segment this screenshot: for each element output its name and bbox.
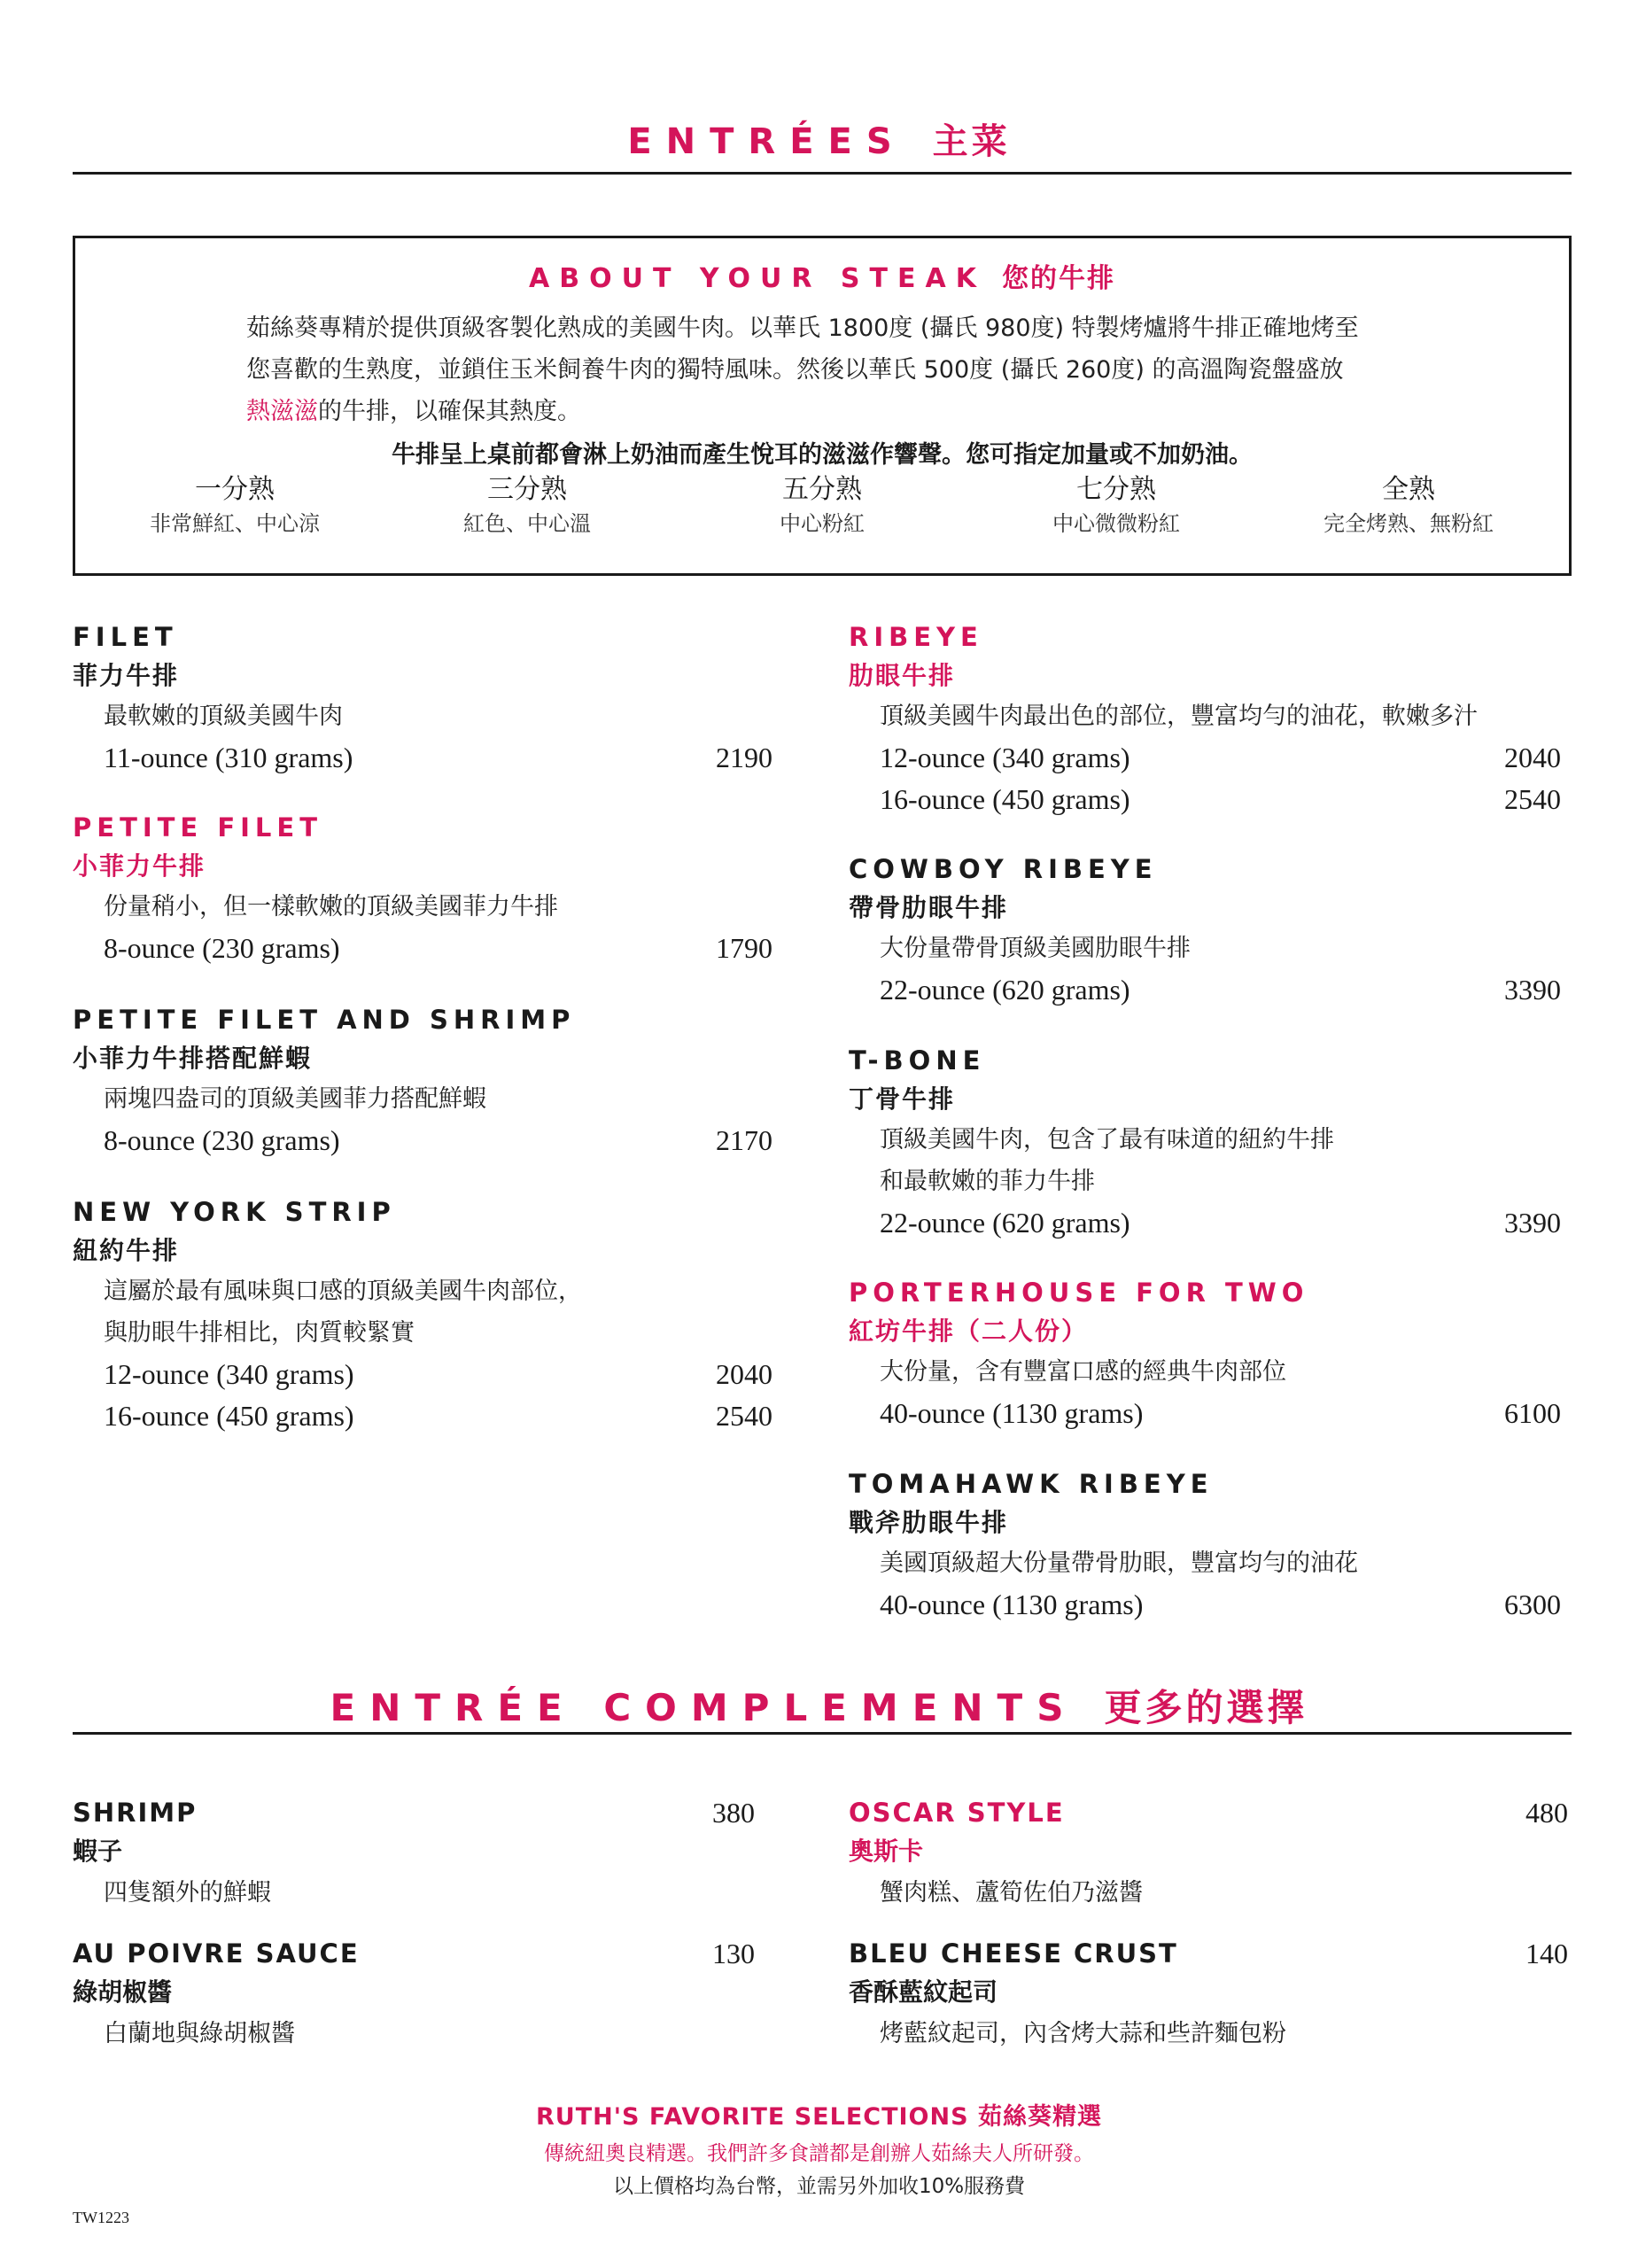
item-size-row (849, 737, 1561, 779)
menu-item-tomahawk (849, 1464, 1561, 1626)
item-desc: 兩塊四盎司的頂級美國菲力搭配鮮蝦 (104, 1085, 486, 1113)
menu-item-petite-filet (73, 808, 772, 969)
item-size: 16-ounce (450 grams) (880, 783, 1130, 815)
about-steak-title (75, 256, 1569, 295)
item-desc: 與肋眼牛排相比，肉質較緊實 (104, 1319, 415, 1347)
item-desc: 大份量，含有豐富口感的經典牛肉部位 (880, 1358, 1286, 1386)
item-size-row (73, 1354, 772, 1395)
item-name-en: NEW YORK STRIP (73, 1197, 396, 1227)
item-price: 2040 (1504, 742, 1561, 773)
item-desc: 最軟嫩的頂級美國牛肉 (104, 703, 343, 730)
item-name-zh: 小菲力牛排搭配鮮蝦 (73, 1044, 313, 1073)
about-line-2: 您喜歡的生熟度，並鎖住玉米飼養牛肉的獨特風味。然後以華氏 500度 (攝氏 260度) 的高溫陶瓷盤盛放 (246, 356, 1344, 384)
doneness-rare (93, 471, 377, 539)
item-name-zh: 帶骨肋眼牛排 (849, 893, 1009, 922)
item-size-row (73, 1120, 772, 1161)
about-line-1: 茹絲葵專精於提供頂級客製化熟成的美國牛肉。以華氏 1800度 (攝氏 980度) 特製烤爐將牛排正確地烤至 (246, 315, 1359, 342)
item-price: 380 (712, 1797, 755, 1829)
item-size-row (73, 1395, 772, 1437)
item-size: 22-ounce (620 grams) (880, 1207, 1130, 1239)
item-price: 2190 (716, 742, 772, 773)
about-steak-box (73, 236, 1572, 576)
doneness-name: 五分熟 (782, 474, 862, 505)
complement-shrimp (73, 1793, 755, 1915)
item-size-row (849, 1393, 1561, 1434)
item-name-zh: 小菲力牛排 (73, 851, 206, 881)
item-desc: 烤藍紋起司，內含烤大蒜和些許麵包粉 (880, 2020, 1286, 2047)
item-price: 3390 (1504, 1207, 1561, 1239)
item-price: 130 (712, 1938, 755, 1969)
item-desc: 份量稍小，但一樣軟嫩的頂級美國菲力牛排 (104, 893, 558, 920)
item-price: 1790 (716, 932, 772, 964)
item-name-zh: 香酥藍紋起司 (849, 1977, 998, 2007)
about-line-3-rest: 的牛排，以確保其熱度。 (318, 398, 581, 425)
item-size-row (849, 969, 1561, 1011)
item-price: 480 (1525, 1797, 1568, 1829)
item-size-row (73, 737, 772, 779)
item-price: 140 (1525, 1938, 1568, 1969)
complements-divider (73, 1732, 1572, 1735)
about-steak-paragraph (246, 307, 1433, 432)
item-price: 2170 (716, 1124, 772, 1156)
item-desc: 四隻額外的鮮蝦 (104, 1879, 271, 1907)
item-desc: 白蘭地與綠胡椒醬 (104, 2020, 295, 2047)
favorite-selections-heading (0, 2097, 1638, 2132)
item-name-zh: 菲力牛排 (73, 661, 180, 690)
doneness-medium-rare (385, 471, 669, 539)
item-desc: 頂級美國牛肉，包含了最有味道的紐約牛排 (880, 1126, 1334, 1153)
doneness-name: 全熟 (1382, 474, 1435, 505)
item-size: 11-ounce (310 grams) (104, 742, 353, 773)
doneness-desc: 完全烤熟、無粉紅 (1324, 511, 1494, 536)
item-name-en: FILET (73, 622, 178, 652)
item-size-row (73, 928, 772, 969)
item-size-row (849, 1584, 1561, 1626)
menu-item-t-bone (849, 1041, 1561, 1244)
complement-oscar-style (849, 1793, 1568, 1915)
about-line-3-highlight: 熱滋滋 (246, 398, 318, 425)
item-name-zh: 蝦子 (73, 1837, 123, 1866)
item-price: 2540 (1504, 783, 1561, 815)
item-price: 2040 (716, 1358, 772, 1390)
doneness-desc: 非常鮮紅、中心涼 (150, 511, 320, 536)
item-price: 6300 (1504, 1588, 1561, 1620)
item-size-row (849, 1202, 1561, 1244)
item-size: 40-ounce (1130 grams) (880, 1588, 1144, 1620)
item-price: 2540 (716, 1400, 772, 1432)
menu-item-porterhouse (849, 1273, 1561, 1434)
doneness-well-done (1267, 471, 1550, 539)
item-price: 6100 (1504, 1397, 1561, 1429)
item-size: 12-ounce (340 grams) (104, 1358, 354, 1390)
about-line-3 (246, 391, 1433, 432)
menu-item-cowboy-ribeye (849, 850, 1561, 1011)
doneness-name: 三分熟 (487, 474, 567, 505)
item-name-en: PORTERHOUSE FOR TWO (849, 1278, 1309, 1308)
price-note: 以上價格均為台幣，並需另外加收10%服務費 (612, 2175, 1026, 2198)
item-desc: 這屬於最有風味與口感的頂級美國牛肉部位， (104, 1278, 582, 1305)
favorite-selections-en: RUTH'S FAVORITE SELECTIONS (536, 2103, 969, 2131)
item-size: 16-ounce (450 grams) (104, 1400, 354, 1432)
complements-title-zh: 更多的選擇 (1104, 1686, 1308, 1729)
item-name-zh: 戰斧肋眼牛排 (849, 1508, 1009, 1537)
complement-bleu-cheese-crust (849, 1934, 1568, 2056)
item-name-en: COWBOY RIBEYE (849, 854, 1158, 884)
complements-title (0, 1679, 1638, 1732)
doneness-desc: 中心微微粉紅 (1052, 511, 1180, 536)
item-name-en: T-BONE (849, 1045, 986, 1076)
item-name-en: BLEU CHEESE CRUST (849, 1938, 1178, 1969)
menu-item-filet (73, 617, 772, 779)
entrees-title (0, 113, 1638, 164)
doneness-name: 七分熟 (1076, 474, 1156, 505)
menu-code: TW1223 (73, 2209, 129, 2226)
item-desc: 和最軟嫩的菲力牛排 (880, 1168, 1095, 1195)
item-name-en: PETITE FILET AND SHRIMP (73, 1005, 576, 1035)
item-size: 22-ounce (620 grams) (880, 974, 1130, 1006)
item-size: 12-ounce (340 grams) (880, 742, 1130, 773)
menu-item-ribeye (849, 617, 1561, 820)
item-name-zh: 奧斯卡 (849, 1837, 924, 1866)
item-name-en: AU POIVRE SAUCE (73, 1938, 360, 1969)
item-desc: 頂級美國牛肉最出色的部位，豐富均勻的油花，軟嫩多汁 (880, 703, 1478, 730)
item-name-en: TOMAHAWK RIBEYE (849, 1469, 1214, 1499)
doneness-name: 一分熟 (195, 474, 275, 505)
doneness-desc: 紅色、中心溫 (463, 511, 591, 536)
complements-title-en: ENTRÉE COMPLEMENTS (330, 1686, 1078, 1729)
menu-item-petite-filet-shrimp (73, 1000, 772, 1161)
item-name-zh: 丁骨牛排 (849, 1084, 956, 1114)
doneness-medium-well (974, 471, 1258, 539)
item-name-en: RIBEYE (849, 622, 983, 652)
about-steak-title-en: ABOUT YOUR STEAK (529, 263, 986, 294)
item-desc: 美國頂級超大份量帶骨肋眼，豐富均勻的油花 (880, 1550, 1358, 1577)
item-size: 40-ounce (1130 grams) (880, 1397, 1144, 1429)
complement-au-poivre (73, 1934, 755, 2056)
item-size: 8-ounce (230 grams) (104, 932, 340, 964)
doneness-medium (680, 471, 964, 539)
entrees-divider (73, 172, 1572, 175)
item-desc: 蟹肉糕、蘆筍佐伯乃滋醬 (880, 1879, 1143, 1907)
item-name-en: PETITE FILET (73, 812, 322, 843)
item-desc: 大份量帶骨頂級美國肋眼牛排 (880, 935, 1191, 962)
butter-note: 牛排呈上桌前都會淋上奶油而產生悅耳的滋滋作響聲。您可指定加量或不加奶油。 (392, 441, 1253, 469)
favorite-selections-zh: 茹絲葵精選 (977, 2103, 1102, 2131)
item-size: 8-ounce (230 grams) (104, 1124, 340, 1156)
menu-item-new-york-strip (73, 1192, 772, 1437)
item-name-zh: 紅坊牛排（二人份） (849, 1317, 1089, 1346)
item-name-en: OSCAR STYLE (849, 1798, 1065, 1828)
entrees-title-zh: 主菜 (932, 121, 1011, 162)
entrees-title-en: ENTRÉES (627, 121, 906, 162)
item-price: 3390 (1504, 974, 1561, 1006)
item-name-zh: 肋眼牛排 (849, 661, 956, 690)
doneness-desc: 中心粉紅 (780, 511, 865, 536)
about-steak-title-zh: 您的牛排 (1001, 263, 1115, 294)
item-name-zh: 紐約牛排 (73, 1236, 180, 1265)
favorite-selections-note: 傳統紐奧良精選。我們許多食譜都是創辦人茹絲夫人所研發。 (544, 2142, 1094, 2165)
item-name-en: SHRIMP (73, 1798, 198, 1828)
item-name-zh: 綠胡椒醬 (73, 1977, 173, 2007)
item-size-row (849, 779, 1561, 820)
